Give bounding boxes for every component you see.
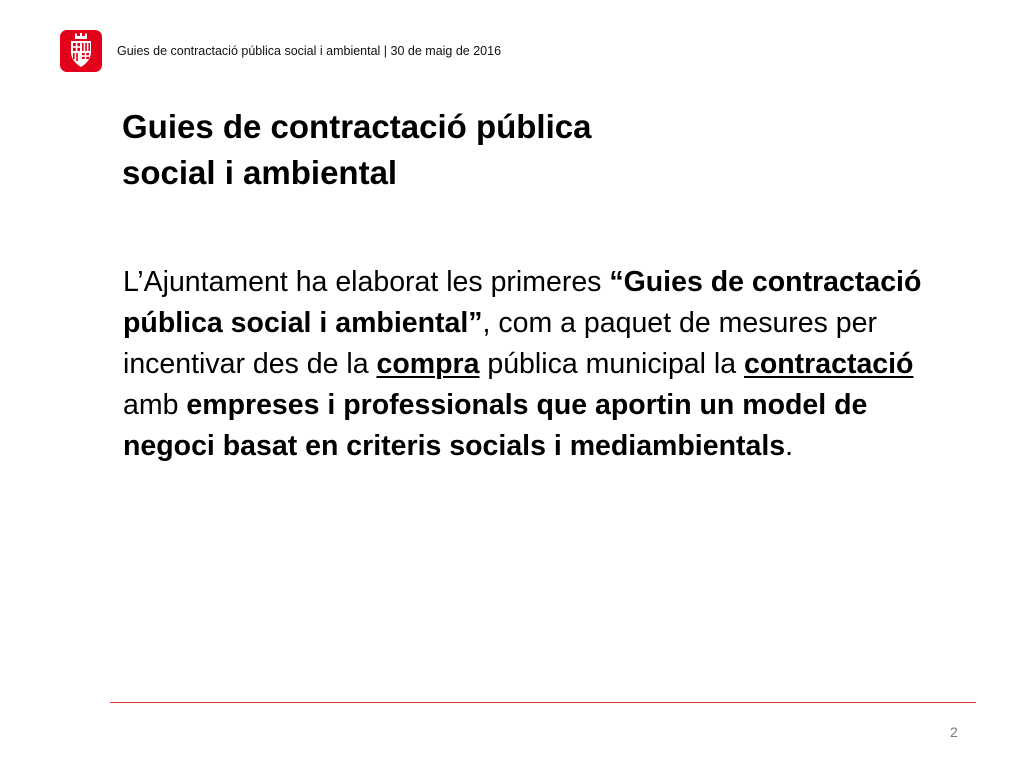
header-caption: Guies de contractació pública social i ambiental | 30 de maig de 2016 bbox=[117, 44, 502, 58]
body-segment-bold-guide-title: “Guies de contractació pública social i ambiental” bbox=[123, 266, 922, 339]
body-segment-bold-criteria: empreses i professionals que aportin un model de negoci basat en criteris socials i mediambientals bbox=[123, 389, 868, 462]
footer-divider bbox=[110, 702, 976, 703]
body-segment: . bbox=[785, 430, 794, 462]
body-paragraph bbox=[123, 262, 923, 467]
body-segment: amb bbox=[123, 389, 187, 421]
body-segment: pública municipal la bbox=[479, 348, 744, 380]
shield-icon bbox=[60, 30, 102, 72]
slide-title-line-1: Guies de contractació pública bbox=[122, 108, 592, 145]
slide-title bbox=[122, 104, 591, 196]
body-segment-bold-underline-contractacio: contractació bbox=[744, 348, 914, 380]
barcelona-logo-icon bbox=[60, 30, 102, 72]
body-segment-bold-underline-compra: compra bbox=[376, 348, 480, 380]
body-segment: , com a paquet de mesures per incentivar des de la bbox=[123, 307, 877, 380]
body-segment: L’Ajuntament ha elaborat les primeres bbox=[123, 266, 610, 298]
slide-title-line-2: social i ambiental bbox=[122, 154, 398, 191]
page-number: 2 bbox=[950, 724, 958, 740]
